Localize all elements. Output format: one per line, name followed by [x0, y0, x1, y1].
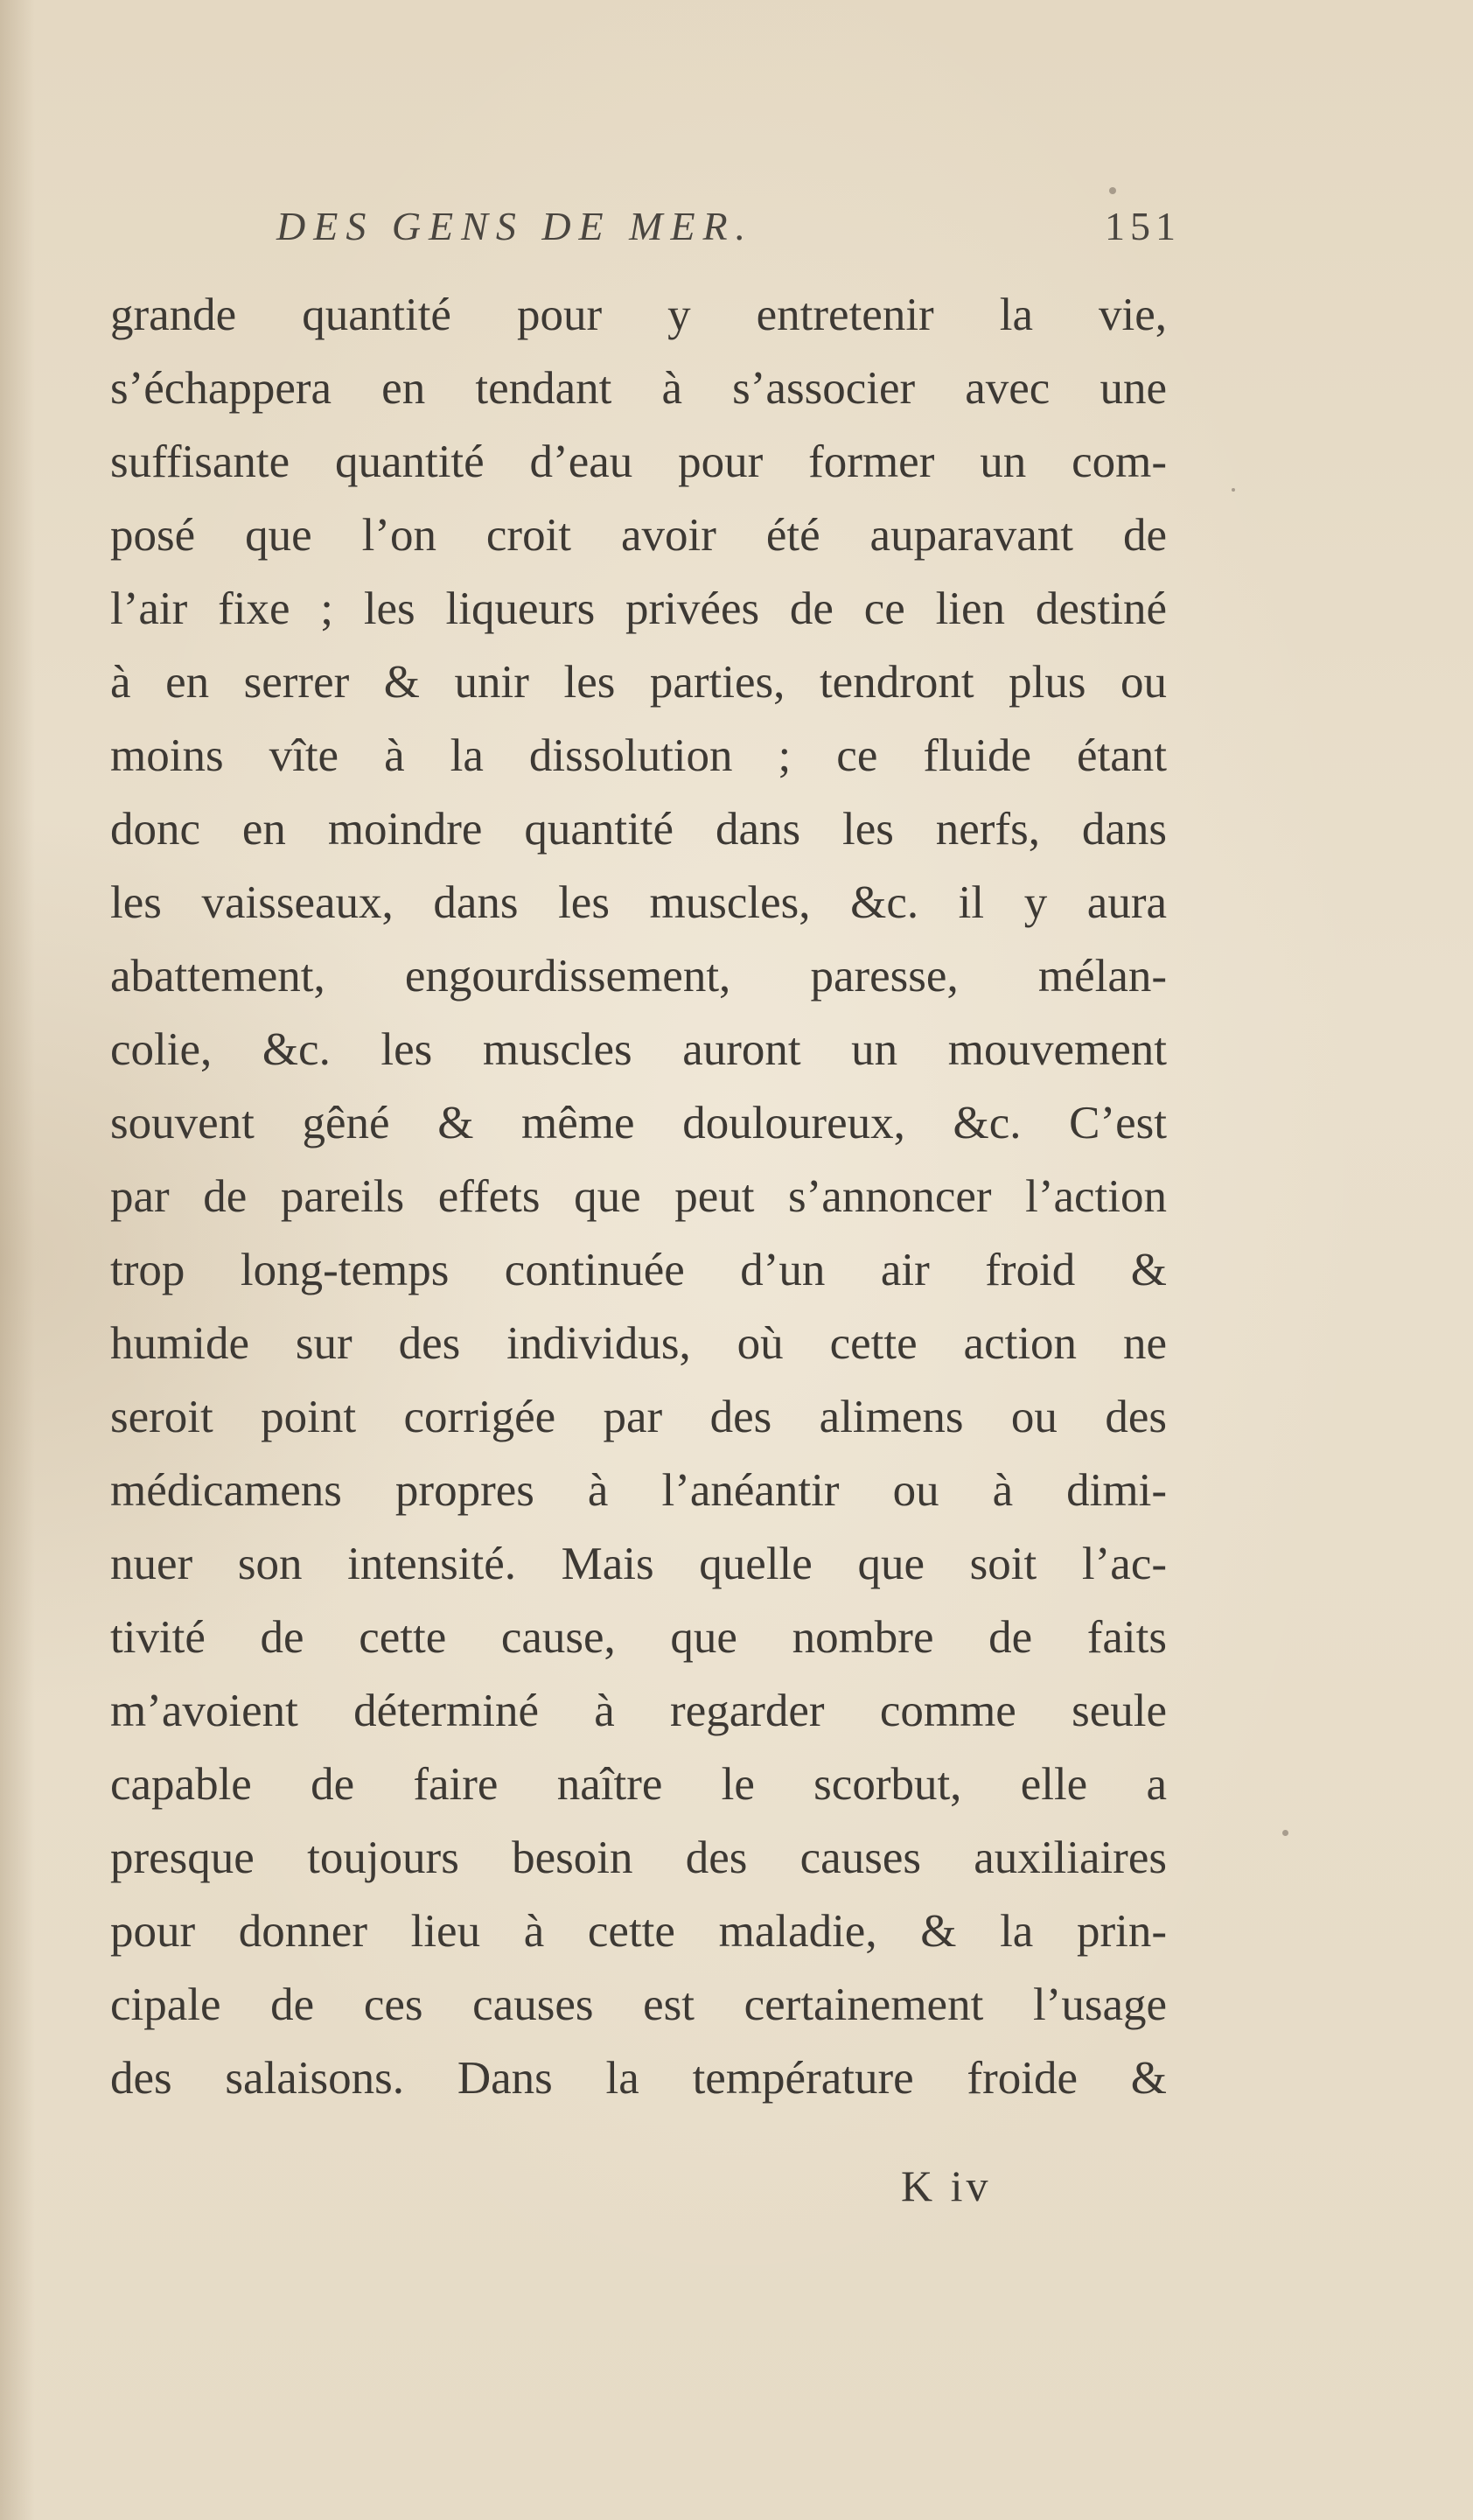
text-line: médicamens propres à l’anéantir ou à dimi-: [110, 1465, 1167, 1516]
text-line: s’échappera en tendant à s’associer avec une: [110, 363, 1167, 414]
paper-speck: [1232, 488, 1235, 492]
text-line: colie, &c. les muscles auront un mouvement: [110, 1024, 1167, 1075]
text-line: moins vîte à la dissolution ; ce fluide étant: [110, 730, 1167, 781]
text-line: cipale de ces causes est certainement l’usage: [110, 1979, 1167, 2030]
text-line: m’avoient déterminé à regarder comme seule: [110, 1686, 1167, 1736]
text-line: l’air fixe ; les liqueurs privées de ce lien destiné: [110, 583, 1167, 634]
text-line: presque toujours besoin des causes auxiliaires: [110, 1832, 1167, 1883]
text-line: posé que l’on croit avoir été auparavant de: [110, 510, 1167, 561]
running-head: [262, 203, 1181, 264]
text-line: abattement, engourdissement, paresse, mélan-: [110, 951, 1167, 1002]
signature-mark: K iv: [901, 2161, 992, 2210]
text-line: souvent gêné & même douloureux, &c. C’est: [110, 1098, 1167, 1148]
text-line: pour donner lieu à cette maladie, & la prin-: [110, 1906, 1167, 1957]
text-line: seroit point corrigée par des alimens ou des: [110, 1392, 1167, 1442]
text-line: humide sur des individus, où cette action ne: [110, 1318, 1167, 1369]
text-line: grande quantité pour y entretenir la vie,: [110, 290, 1167, 340]
running-title: DES GENS DE MER.: [276, 204, 754, 248]
gutter-shadow: [0, 0, 35, 2520]
text-line: par de pareils effets que peut s’annoncer l’action: [110, 1171, 1167, 1222]
text-line: les vaisseaux, dans les muscles, &c. il y aura: [110, 877, 1167, 928]
text-line: capable de faire naître le scorbut, elle a: [110, 1759, 1167, 1810]
body-text: [110, 278, 1167, 2115]
text-line: des salaisons. Dans la température froide &: [110, 2053, 1167, 2104]
paper-speck: [1109, 187, 1116, 194]
text-line: suffisante quantité d’eau pour former un com-: [110, 436, 1167, 487]
text-line: à en serrer & unir les parties, tendront plus ou: [110, 657, 1167, 708]
page-number: 151: [1105, 204, 1181, 248]
text-line: tivité de cette cause, que nombre de faits: [110, 1612, 1167, 1663]
paper-speck: [1282, 1830, 1288, 1836]
text-line: nuer son intensité. Mais quelle que soit l’ac-: [110, 1539, 1167, 1589]
text-line: donc en moindre quantité dans les nerfs, dans: [110, 804, 1167, 855]
text-line: trop long-temps continuée d’un air froid &: [110, 1245, 1167, 1295]
